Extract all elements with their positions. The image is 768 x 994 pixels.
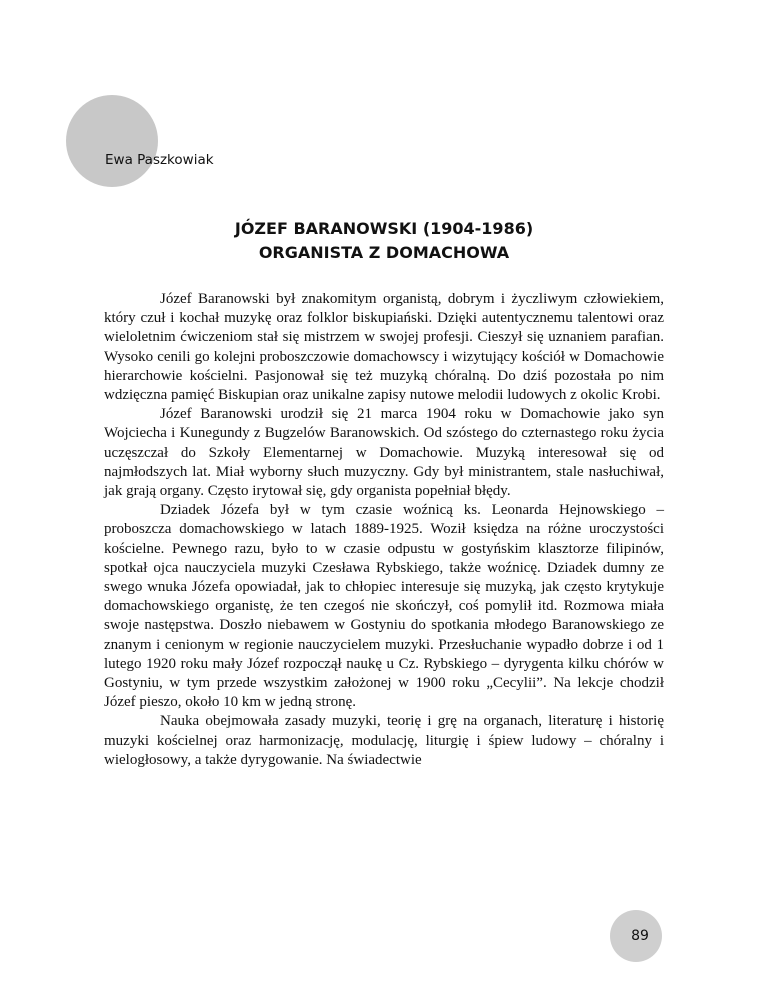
article-title [0,217,768,265]
title-line-2: ORGANISTA Z DOMACHOWA [258,243,510,262]
paragraph: Nauka obejmowała zasady muzyki, teorię i grę na organach, literaturę i historię muzyki kościelnej oraz harmonizację, modulację, liturgię i śpiew ludowy – chóralny i wielogłosowy, a także dyrygowanie. Na świadectwie [104,713,664,768]
paragraph: Józef Baranowski urodził się 21 marca 1904 roku w Domachowie jako syn Wojciecha i Kunegundy z Bugzelów Baranowskich. Od szóstego do czternastego roku życia uczęszczał do Szkoły Elementarnej w Domachowie. Muzyką interesował się od najmłodszych lat. Miał wyborny słuch muzyczny. Gdy był ministrantem, stale nasłuchiwał, jak grają organy. Często irytował się, gdy organista popełniał błędy. [104,406,664,500]
title-line-1: JÓZEF BARANOWSKI (1904-1986) [234,219,534,238]
paragraph: Józef Baranowski był znakomitym organistą, dobrym i życzliwym człowiekiem, który czuł i kochał muzykę oraz folklor biskupiański. Dzięki autentycznemu talentowi oraz wieloletnim ćwiczeniom stał się mistrzem w swojej profesji. Cieszył się uznaniem parafian. Wysoko cenili go kolejni proboszczowie domachowscy i wizytujący kościół w Domachowie hierarchowie kościelni. Pasjonował się też muzyką chóralną. Do dziś pozostała po nim wdzięczna pamięć Biskupian oraz unikalne zapisy nutowe melodii ludowych z okolic Krobi. [104,291,664,404]
decorative-circle [66,95,158,187]
article-body [104,290,664,770]
page-number: 89 [631,928,649,944]
author-name: Ewa Paszkowiak [105,152,214,168]
paragraph: Dziadek Józefa był w tym czasie woźnicą ks. Leonarda Hejnowskiego – proboszcza domachowskiego w latach 1889-1925. Woził księdza na różne uroczystości kościelne. Pewnego razu, było to w czasie odpustu w gostyńskim klasztorze filipinów, spotkał ojca nauczyciela muzyki Czesława Rybskiego, także woźnicę. Dziadek dumny ze swego wnuka Józefa opowiadał, jak to chłopiec interesuje się muzyką, jak często krytykuje domachowskiego organistę, że ten czegoś nie skończył, coś pomylił itd. Rozmowa miała swoje następstwa. Doszło niebawem w Gostyniu do spotkania młodego Baranowskiego ze znanym i cenionym w regionie nauczycielem muzyki. Przesłuchanie wypadło dobrze i od 1 lutego 1920 roku mały Józef rozpoczął naukę u Cz. Rybskiego – dyrygenta kilku chórów w Gostyniu, w tym przede wszystkim założonej w 1900 roku „Cecylii”. Na lekcje chodził Józef pieszo, około 10 km w jedną stronę. [104,502,664,711]
